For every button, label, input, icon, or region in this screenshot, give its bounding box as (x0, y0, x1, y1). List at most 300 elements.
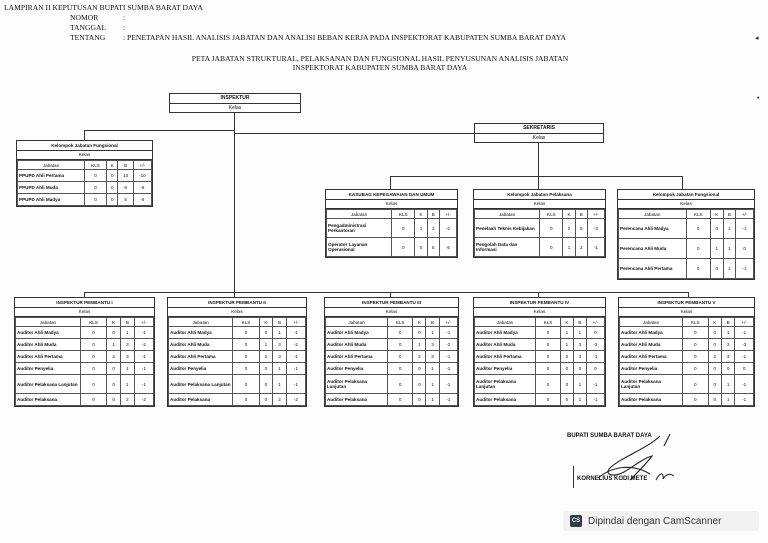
table-row (18, 182, 152, 194)
col-jabatan: Jabatan (326, 318, 388, 327)
col-kls: KLS (392, 210, 415, 219)
cell-jabatan: Auditor Ahli Madya (169, 327, 233, 339)
table-row (475, 219, 605, 238)
cell-b: 3 (721, 339, 734, 351)
cell-b: 1 (426, 327, 439, 339)
cell-pm: -1 (736, 259, 754, 279)
cell-pm: -1 (134, 327, 153, 339)
cell-k: 0 (259, 375, 273, 394)
cell-kls: 0 (536, 375, 561, 394)
cell-pm: -1 (286, 375, 305, 394)
cell-kls: 0 (85, 194, 107, 206)
col-pm: +/- (586, 318, 604, 327)
table-kelas: Kelas (474, 200, 605, 209)
cell-kls: 0 (540, 219, 563, 238)
table-row (475, 238, 605, 257)
connector-fungsional-right-drop (682, 176, 683, 189)
fungsional-left-table (16, 140, 153, 207)
cell-b: 1 (426, 394, 439, 406)
cell-b: 10 (118, 170, 133, 182)
cell-pm: -1 (439, 363, 457, 375)
cell-b: 2 (273, 394, 287, 406)
cell-k: 0 (107, 327, 121, 339)
pembantu-table-5 (618, 297, 755, 407)
cell-b: 1 (273, 375, 287, 394)
cell-b: 3 (121, 351, 135, 363)
cell-kls: 0 (85, 182, 107, 194)
cell-k: 0 (107, 375, 121, 394)
col-kls: KLS (233, 318, 259, 327)
table-row (326, 351, 458, 363)
pembantu-table-4 (473, 297, 606, 407)
sekretaris-title: SEKRETARIS (475, 124, 603, 134)
inspektur-kelas: Kelas (228, 105, 242, 111)
table-kelas: Kelas (168, 308, 306, 317)
cell-kls: 0 (233, 327, 259, 339)
cell-kls: 0 (233, 363, 259, 375)
fungsional-right-table (617, 189, 755, 280)
cell-kls: 0 (388, 351, 413, 363)
cell-pm: -1 (587, 238, 604, 257)
cell-kls: 0 (233, 375, 259, 394)
table-row (620, 394, 754, 406)
cell-k: 1 (107, 339, 121, 351)
cell-pm: -1 (736, 219, 754, 239)
cell-kls: 0 (682, 375, 708, 394)
table-header-row (619, 210, 754, 219)
cell-k: 1 (560, 339, 573, 351)
table-row (475, 351, 605, 363)
pembantu-table-1 (14, 297, 155, 407)
cell-k: 0 (708, 327, 721, 339)
table-row (326, 363, 458, 375)
connector-fungsional-left-drop (84, 130, 85, 140)
cell-kls: 0 (233, 339, 259, 351)
table-title: INSPEKTUR PEMBANTU IV (474, 298, 605, 308)
pelaksana-table (473, 189, 606, 258)
table-header-row (16, 318, 154, 327)
table-title: Kelompok Jabatan Fungsional (618, 190, 754, 200)
cell-b: 1 (273, 327, 287, 339)
lampiran-text: LAMPIRAN II KEPUTUSAN BUPATI SUMBA BARAT DAYA (4, 3, 203, 12)
col-b: B (426, 318, 439, 327)
table-row (326, 339, 458, 351)
col-jabatan: Jabatan (475, 210, 540, 219)
cell-jabatan: Auditor Ahli Madya (16, 327, 81, 339)
cell-k: 2 (413, 351, 426, 363)
cell-k: 1 (560, 327, 573, 339)
connector-kasubag-drop (390, 176, 391, 189)
cell-kls: 0 (536, 339, 561, 351)
cell-jabatan: Auditor Pelaksana (169, 394, 233, 406)
cell-pm: -2 (286, 394, 305, 406)
table-title: Kelompok Jabatan Fungsional (17, 141, 152, 151)
table-row (327, 238, 457, 257)
inspektur-title: INSPEKTUR (170, 94, 300, 104)
cell-kls: 0 (392, 219, 415, 238)
col-b: B (723, 210, 736, 219)
camscanner-text: Dipindai dengan CamScanner (588, 515, 722, 527)
cell-pm: -2 (134, 394, 153, 406)
cell-k: 0 (107, 170, 118, 182)
cell-kls: 0 (80, 339, 106, 351)
signature-bar (573, 466, 574, 488)
cell-kls: 0 (682, 351, 708, 363)
table-row (169, 394, 306, 406)
table-kelas: Kelas (15, 308, 154, 317)
cell-kls: 0 (80, 394, 106, 406)
cell-kls: 0 (80, 363, 106, 375)
table-row (620, 339, 754, 351)
col-b: B (121, 318, 135, 327)
col-pm: +/- (134, 318, 153, 327)
cell-jabatan: Auditor Pelaksana (475, 394, 536, 406)
col-b: B (118, 161, 133, 170)
cell-b: 5 (575, 219, 587, 238)
col-pm: +/- (439, 318, 457, 327)
cell-b: 1 (721, 375, 734, 394)
table-row (16, 363, 154, 375)
cell-kls: 0 (536, 351, 561, 363)
cell-jabatan: Perencana Ahli Muda (619, 239, 687, 259)
cell-k: 0 (413, 375, 426, 394)
table-row (327, 219, 457, 238)
camscanner-logo-icon: CS (570, 515, 582, 527)
cell-k: 1 (710, 239, 723, 259)
cell-kls: 0 (536, 327, 561, 339)
cell-jabatan: Auditor Ahli Pertama (16, 351, 81, 363)
tentang-label: TENTANG (70, 33, 106, 42)
cell-kls: 0 (80, 375, 106, 394)
table-row (16, 351, 154, 363)
cell-k: 0 (413, 363, 426, 375)
cell-kls: 0 (80, 351, 106, 363)
cell-jabatan: Auditor Pelaksana Lanjutan (169, 375, 233, 394)
cell-k: 1 (415, 219, 427, 238)
cell-pm: -3 (587, 219, 604, 238)
cell-k: 2 (259, 351, 273, 363)
table-header-row (620, 318, 754, 327)
cell-pm: -3 (735, 339, 754, 351)
connector-pelaksana-drop (538, 176, 539, 189)
cell-b: 1 (121, 327, 135, 339)
cell-b: 1 (721, 394, 734, 406)
cell-pm: -5 (439, 238, 456, 257)
table-row (475, 339, 605, 351)
cell-k: 2 (563, 219, 575, 238)
col-jabatan: Jabatan (475, 318, 536, 327)
tanggal-label: TANGGAL (70, 23, 107, 32)
col-k: K (107, 161, 118, 170)
cell-pm: -1 (586, 375, 604, 394)
col-k: K (415, 210, 427, 219)
tanggal-colon: : (123, 23, 126, 32)
cell-k: 0 (107, 182, 118, 194)
cell-kls: 0 (233, 351, 259, 363)
cell-b: 3 (426, 351, 439, 363)
cell-jabatan: Pengolah Data dan Informasi (475, 238, 540, 257)
cell-k: 0 (710, 219, 723, 239)
col-b: B (427, 210, 439, 219)
cell-pm: -1 (286, 327, 305, 339)
cell-b: 3 (426, 339, 439, 351)
col-k: K (259, 318, 273, 327)
cell-kls: 0 (80, 327, 106, 339)
cell-jabatan: Auditor Ahli Madya (326, 327, 388, 339)
table-row (475, 327, 605, 339)
cell-b: 1 (573, 327, 586, 339)
cell-b: 3 (721, 351, 734, 363)
nomor-colon: : (123, 13, 126, 22)
cell-kls: 0 (388, 339, 413, 351)
cell-b: 2 (121, 394, 135, 406)
table-row (16, 375, 154, 394)
cell-jabatan: Auditor Penyelia (16, 363, 81, 375)
cell-jabatan: Auditor Ahli Pertama (475, 351, 536, 363)
cell-k: 1 (413, 339, 426, 351)
connector-sekretaris-down (538, 143, 539, 176)
cell-b: 3 (273, 351, 287, 363)
scan-mark: ◂ (755, 35, 759, 42)
cell-b: 8 (118, 182, 133, 194)
table-row (18, 194, 152, 206)
cell-b: 1 (723, 259, 736, 279)
cell-k: 2 (560, 351, 573, 363)
cell-kls: 0 (233, 394, 259, 406)
table-kelas: Kelas (618, 200, 754, 209)
col-k: K (413, 318, 426, 327)
connector-trunk (234, 113, 235, 292)
inspektur-box (169, 93, 301, 113)
cell-k: 0 (413, 394, 426, 406)
cell-k: 0 (413, 327, 426, 339)
col-b: B (575, 210, 587, 219)
cell-pm: -1 (586, 351, 604, 363)
table-row (326, 375, 458, 394)
cell-pm: -1 (735, 327, 754, 339)
table-title: INSPEKTUR PEMBANTU III (325, 298, 458, 308)
cell-pm: -2 (439, 219, 456, 238)
cell-k: 0 (560, 394, 573, 406)
cell-pm: -1 (134, 363, 153, 375)
cell-jabatan: PPUPD Ahli Muda (18, 182, 85, 194)
cell-jabatan: Pengadministrasi Perkantoran (327, 219, 392, 238)
cell-b: 3 (121, 339, 135, 351)
cell-kls: 0 (682, 363, 708, 375)
col-k: K (560, 318, 573, 327)
table-row (326, 327, 458, 339)
cell-jabatan: Auditor Ahli Muda (326, 339, 388, 351)
table-title: Kelompok Jabatan Pelaksana (474, 190, 605, 200)
cell-pm: -2 (586, 339, 604, 351)
cell-k: 0 (708, 339, 721, 351)
col-kls: KLS (686, 210, 710, 219)
cell-k: 1 (563, 238, 575, 257)
cell-b: 3 (427, 219, 439, 238)
table-header-row (326, 318, 458, 327)
cell-b: 1 (573, 375, 586, 394)
cell-b: 1 (723, 239, 736, 259)
cell-jabatan: Auditor Penyelia (620, 363, 683, 375)
cell-pm: -1 (286, 351, 305, 363)
col-jabatan: Jabatan (18, 161, 85, 170)
cell-k: 0 (107, 194, 118, 206)
col-pm: +/- (286, 318, 305, 327)
cell-jabatan: Auditor Penyelia (169, 363, 233, 375)
cell-kls: 0 (85, 170, 107, 182)
cell-b: 5 (427, 238, 439, 257)
cell-kls: 0 (686, 219, 710, 239)
table-row (475, 375, 605, 394)
signature-name: KORNELIUS KODI METE (577, 476, 648, 482)
cell-pm: -1 (134, 375, 153, 394)
cell-k: 0 (708, 394, 721, 406)
cell-b: 1 (121, 375, 135, 394)
cell-kls: 0 (388, 327, 413, 339)
col-pm: +/- (439, 210, 456, 219)
cell-pm: -1 (735, 351, 754, 363)
cell-b: 3 (273, 339, 287, 351)
table-row (169, 339, 306, 351)
sekretaris-kelas: Kelas (532, 135, 546, 141)
cell-pm: -5 (133, 194, 151, 206)
connector-to-fungsional-left (84, 130, 234, 131)
cell-b: 3 (573, 339, 586, 351)
col-pm: +/- (736, 210, 754, 219)
connector-sekretaris-branch (390, 176, 682, 177)
cell-k: 0 (259, 363, 273, 375)
cell-jabatan: Auditor Pelaksana (620, 394, 683, 406)
col-k: K (563, 210, 575, 219)
connector-pembantu-branch (84, 292, 689, 293)
cell-k: 2 (107, 351, 121, 363)
col-b: B (721, 318, 734, 327)
cell-b: 2 (575, 238, 587, 257)
cell-jabatan: PPUPD Ahli Madya (18, 194, 85, 206)
cell-jabatan: PPUPD Ahli Pertama (18, 170, 85, 182)
cell-b: 1 (273, 363, 287, 375)
cell-pm: -10 (133, 170, 151, 182)
cell-jabatan: Penelaah Teknis Kebijakan (475, 219, 540, 238)
col-kls: KLS (388, 318, 413, 327)
cell-jabatan: Auditor Ahli Pertama (326, 351, 388, 363)
cell-jabatan: Auditor Pelaksana Lanjutan (326, 375, 388, 394)
cell-b: 1 (426, 363, 439, 375)
cell-b: 3 (573, 351, 586, 363)
col-pm: +/- (133, 161, 151, 170)
cell-k: 0 (259, 394, 273, 406)
table-header-row (475, 318, 605, 327)
col-pm: +/- (587, 210, 604, 219)
cell-jabatan: Auditor Pelaksana (326, 394, 388, 406)
cell-pm: -1 (439, 351, 457, 363)
cell-kls: 0 (686, 259, 710, 279)
connector-to-sekretaris (234, 133, 474, 134)
table-title: INSPEKTUR PEMBANTU II (168, 298, 306, 308)
cell-b: 0 (573, 363, 586, 375)
cell-pm: -1 (735, 394, 754, 406)
cell-jabatan: Operator Layanan Operasional (327, 238, 392, 257)
table-title: INSPEKTUR PEMBANTU I (15, 298, 154, 308)
cell-k: 0 (708, 363, 721, 375)
col-kls: KLS (80, 318, 106, 327)
col-jabatan: Jabatan (619, 210, 687, 219)
paraf-scribble (654, 470, 676, 484)
cell-jabatan: Auditor Pelaksana Lanjutan (16, 375, 81, 394)
cell-k: 1 (259, 339, 273, 351)
table-row (620, 375, 754, 394)
cell-jabatan: Auditor Ahli Muda (169, 339, 233, 351)
page-title-line2: INSPEKTORAT KABUPATEN SUMBA BARAT DAYA (292, 63, 468, 72)
table-kelas: Kelas (619, 308, 754, 317)
col-kls: KLS (536, 318, 561, 327)
cell-jabatan: Auditor Ahli Muda (620, 339, 683, 351)
cell-b: 1 (721, 327, 734, 339)
cell-pm: -8 (133, 182, 151, 194)
cell-pm: 0 (735, 363, 754, 375)
table-title: KASUBAG KEPEGAWAIAN DAN UMUM (326, 190, 457, 200)
table-row (169, 327, 306, 339)
table-header-row (169, 318, 306, 327)
col-k: K (708, 318, 721, 327)
cell-kls: 0 (536, 394, 561, 406)
cell-jabatan: Auditor Ahli Madya (620, 327, 683, 339)
cell-b: 0 (721, 363, 734, 375)
table-header-row (475, 210, 605, 219)
cell-jabatan: Auditor Ahli Pertama (169, 351, 233, 363)
col-kls: KLS (682, 318, 708, 327)
cell-k: 0 (107, 363, 121, 375)
cell-pm: -2 (439, 339, 457, 351)
cell-jabatan: Auditor Penyelia (326, 363, 388, 375)
table-row (620, 327, 754, 339)
cell-kls: 0 (682, 327, 708, 339)
cell-b: 1 (121, 363, 135, 375)
table-kelas: Kelas (474, 308, 605, 317)
table-row (475, 394, 605, 406)
cell-b: 5 (118, 194, 133, 206)
page-title-line1: PETA JABATAN STRUKTURAL, PELAKSANAN DAN FUNGSIONAL HASIL PENYUSUNAN ANALISIS JABATAN (191, 54, 569, 63)
cell-k: 0 (560, 375, 573, 394)
cell-k: 0 (710, 259, 723, 279)
pembantu-table-2 (167, 297, 307, 407)
cell-b: 1 (723, 219, 736, 239)
col-k: K (710, 210, 723, 219)
cell-pm: -1 (286, 363, 305, 375)
cell-k: 0 (560, 363, 573, 375)
table-row (619, 239, 754, 259)
col-jabatan: Jabatan (169, 318, 233, 327)
cell-pm: 0 (586, 363, 604, 375)
cell-k: 0 (708, 375, 721, 394)
table-row (475, 363, 605, 375)
table-row (326, 394, 458, 406)
sekretaris-box (474, 123, 604, 143)
table-header-row (18, 161, 152, 170)
table-row (18, 170, 152, 182)
scan-dot: • (757, 95, 760, 102)
col-jabatan: Jabatan (327, 210, 392, 219)
col-jabatan: Jabatan (620, 318, 683, 327)
cell-pm: -1 (586, 394, 604, 406)
table-header-row (327, 210, 457, 219)
signature-title: BUPATI SUMBA BARAT DAYA (567, 433, 652, 439)
table-kelas: Kelas (326, 200, 457, 209)
cell-kls: 0 (686, 239, 710, 259)
cell-k: 2 (708, 351, 721, 363)
cell-kls: 0 (682, 339, 708, 351)
cell-jabatan: Auditor Pelaksana (16, 394, 81, 406)
